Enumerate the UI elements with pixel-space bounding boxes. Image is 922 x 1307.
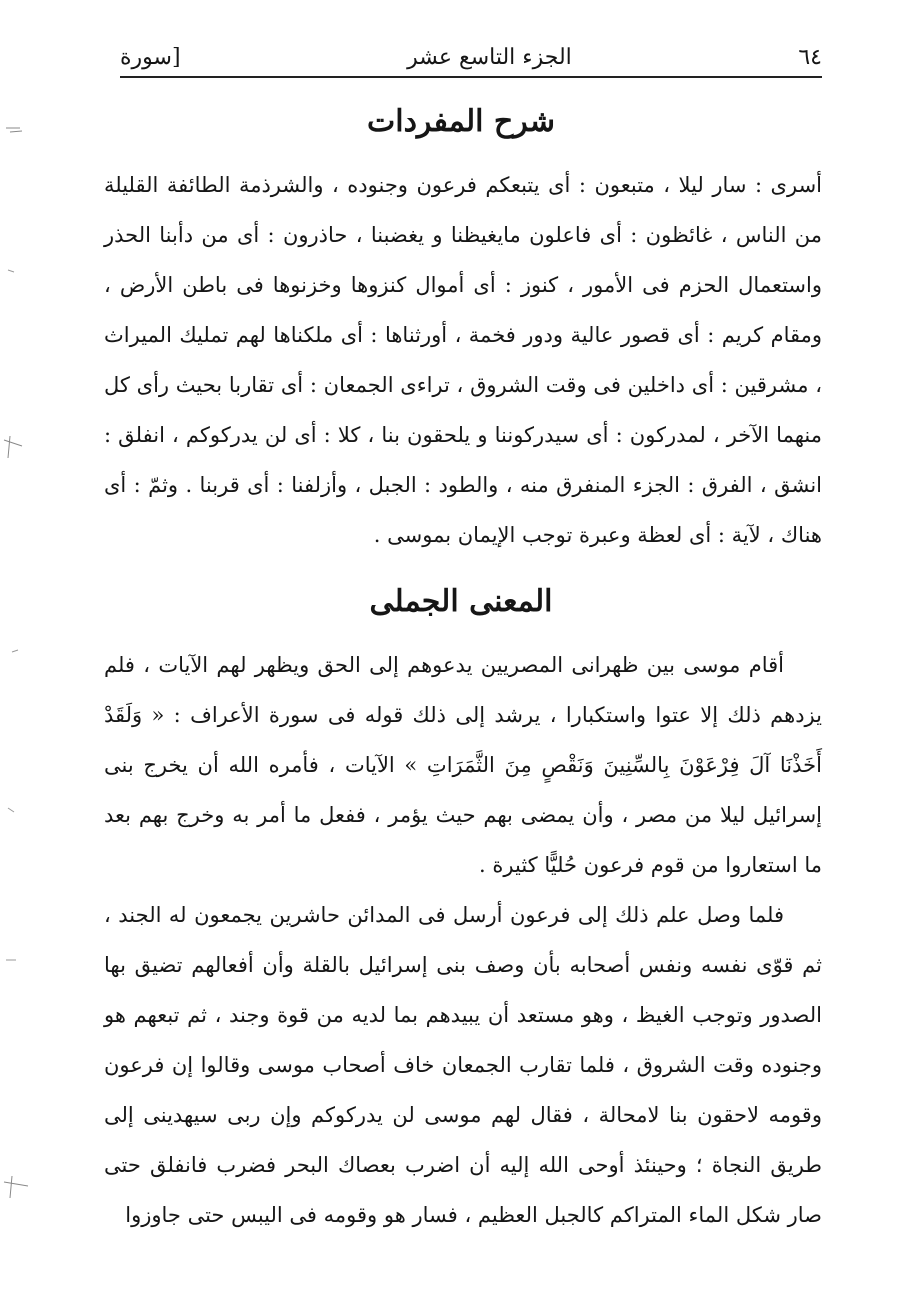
part-title: الجزء التاسع عشر — [407, 45, 572, 70]
meaning-paragraph-2: فلما وصل علم ذلك إلى فرعون أرسل فى المدائن حاشرين يجمعون له الجند ، ثم قوّى نفسه ونفس أصحابه بأن وصف بنى إسرائيل بالقلة وأن أفعالهم تضيق بها الصدور وتوجب الغيظ ، وهو مستعد أن يبيدهم بما لديه من قوة وجند ، ثم تبعهم هو وجنوده وقت الشروق ، فلما تقارب الجمعان خاف أصحاب موسى وقالوا إن فرعون وقومه لاحقون بنا لامحالة ، فقال لهم موسى لن يدركوكم وإن ربى سيهدينى إلى طريق النجاة ؛ وحينئذ أوحى الله إليه أن اضرب بعصاك البحر فضرب فانفلق حتى صار شكل الماء المتراكم كالجبل العظيم ، فسار هو وقومه فى اليبس حتى جاوزوا — [104, 903, 822, 1227]
page-header — [120, 36, 822, 78]
section-title-vocabulary: شرح المفردات — [367, 104, 555, 139]
page-number: ٦٤ — [798, 45, 822, 70]
scan-margin-marks — [0, 0, 40, 1307]
meaning-paragraph-1: أقام موسى بين ظهرانى المصريين يدعوهم إلى الحق ويظهر لهم الآيات ، فلم يزدهم ذلك إلا عتوا واستكبارا ، يرشد إلى ذلك قوله فى سورة الأعراف : « وَلَقَدْ أَخَذْنَا آلَ فِرْعَوْنَ بِالسِّنِينَ وَنَقْصٍ مِنَ الثَّمَرَاتِ » الآيات ، فأمره الله أن يخرج بنى إسرائيل ليلا من مصر ، وأن يمضى بهم حيث يؤمر ، ففعل ما أمر به وخرج بهم بعد ما استعاروا من قوم فرعون حُليًّا كثيرة . — [104, 653, 822, 877]
vocabulary-paragraph: أسرى : سار ليلا ، متبعون : أى يتبعكم فرعون وجنوده ، والشرذمة الطائفة القليلة من الناس ، غائظون : أى فاعلون مايغيظنا و يغضبنا ، حاذرون : أى من دأبنا الحذر واستعمال الحزم فى الأمور ، كنوز : أى أموال كنزوها وخزنوها فى باطن الأرض ، ومقام كريم : أى قصور عالية ودور فخمة ، أورثناها : أى ملكناها لهم تمليك الميراث ، مشرقين : أى داخلين فى وقت الشروق ، تراءى الجمعان : أى تقاربا بحيث رأى كل منهما الآخر ، لمدركون : أى سيدركوننا و يلحقون بنا ، كلا : أى لن يدركوكم ، انفلق : انشق ، الفرق : الجزء المنفرق منه ، والطود : الجبل ، وأزلفنا : أى قربنا . وثمّ : أى هناك ، لآية : أى لعظة وعبرة توجب الإيمان بموسى . — [104, 173, 822, 547]
sura-label: [سورة — [120, 45, 181, 70]
section-title-general-meaning: المعنى الجملى — [369, 584, 553, 619]
